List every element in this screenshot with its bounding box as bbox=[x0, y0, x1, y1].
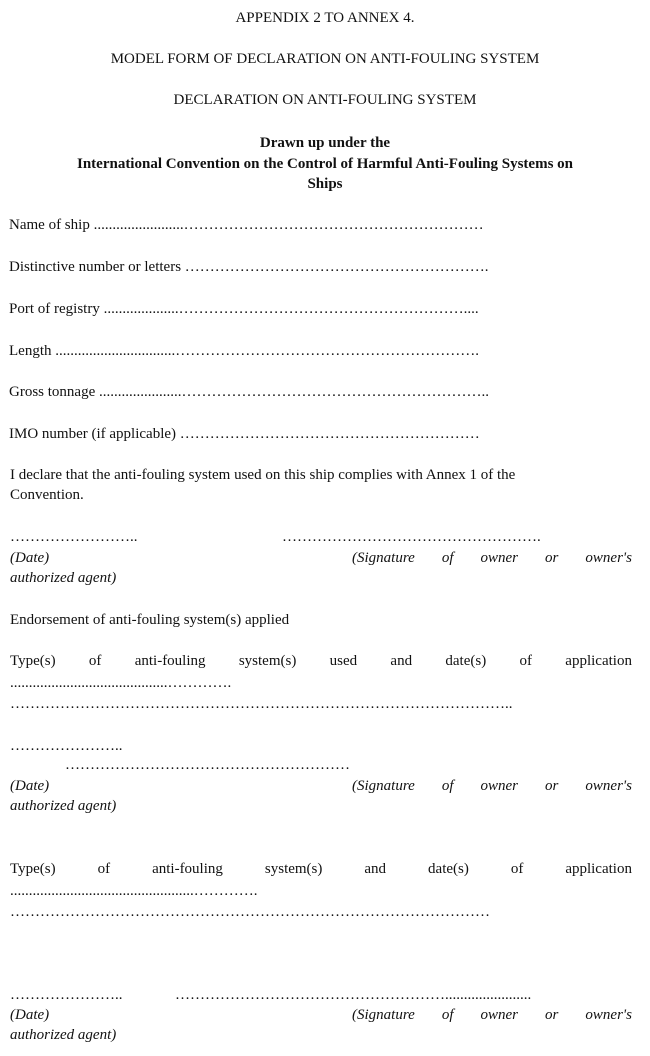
type-applied-field-1[interactable]: .................................................…………. bbox=[10, 883, 258, 899]
signature-label-word: owner's bbox=[585, 550, 632, 566]
port-of-registry-field[interactable]: Port of registry ....................………………………………………………….... bbox=[9, 301, 479, 317]
convention-heading-line1: International Convention on the Control of Harmful Anti-Fouling Systems on bbox=[76, 156, 573, 172]
type-word: used bbox=[329, 653, 358, 669]
type-word: date(s) bbox=[445, 653, 487, 669]
signature-label-word: owner's bbox=[585, 1007, 632, 1023]
signature-field-1[interactable]: ……………………………………………. bbox=[282, 529, 541, 545]
type-word: of bbox=[510, 861, 524, 877]
signature-field-3[interactable]: ………………………………………………....................... bbox=[175, 987, 532, 1003]
type-word: date(s) bbox=[428, 861, 469, 877]
declaration-statement-text: I declare that the anti-fouling system used on this ship complies with Annex 1 of the bbox=[10, 467, 516, 483]
signature-label-word: (Signature bbox=[352, 778, 415, 794]
type-word: system(s) bbox=[264, 861, 323, 877]
type-word: anti-fouling bbox=[134, 653, 206, 669]
date-field-1[interactable]: …………………….. bbox=[10, 529, 138, 545]
type-word: system(s) bbox=[238, 653, 297, 669]
endorsement-heading: Endorsement of anti-fouling system(s) applied bbox=[10, 612, 290, 628]
signature-label-word: (Signature bbox=[352, 1007, 415, 1023]
declaration-heading: DECLARATION ON ANTI-FOULING SYSTEM bbox=[173, 92, 477, 108]
signature-label-word: owner's bbox=[585, 778, 632, 794]
type-used-line bbox=[10, 652, 632, 670]
date-label-3: (Date) bbox=[10, 1007, 50, 1023]
signature-label-word: of bbox=[441, 778, 454, 794]
signature-label-word: of bbox=[441, 1007, 454, 1023]
type-word: Type(s) bbox=[10, 653, 56, 669]
type-word: of bbox=[97, 861, 111, 877]
signature-label-word: or bbox=[545, 778, 559, 794]
drawn-up-heading: Drawn up under the bbox=[259, 135, 391, 151]
type-word: Type(s) bbox=[10, 861, 56, 877]
date-label-2: (Date) bbox=[10, 778, 50, 794]
type-word: and bbox=[390, 653, 413, 669]
convention-heading-line2: Ships bbox=[307, 176, 343, 192]
signature-label-word: owner bbox=[480, 778, 519, 794]
name-of-ship-field[interactable]: Name of ship ........................…………………………………………………… bbox=[9, 217, 484, 233]
authorized-agent-label-2: authorized agent) bbox=[10, 798, 117, 814]
type-word: of bbox=[519, 653, 532, 669]
length-field[interactable]: Length ................................……………………………………………………. bbox=[9, 343, 479, 359]
imo-number-field[interactable]: IMO number (if applicable) …………………………………………………… bbox=[9, 426, 480, 442]
model-form-heading: MODEL FORM OF DECLARATION ON ANTI-FOULING SYSTEM bbox=[110, 51, 540, 67]
authorized-agent-label-3: authorized agent) bbox=[10, 1027, 117, 1043]
appendix-heading: APPENDIX 2 TO ANNEX 4. bbox=[235, 10, 415, 26]
signature-label-word: (Signature bbox=[352, 550, 415, 566]
signature-label-word: of bbox=[441, 550, 454, 566]
date-label-1: (Date) bbox=[10, 550, 50, 566]
signature-label-word: owner bbox=[480, 1007, 519, 1023]
gross-tonnage-field[interactable]: Gross tonnage ......................…………………………………………………….. bbox=[9, 384, 489, 400]
type-word: anti-fouling bbox=[152, 861, 223, 877]
date-field-3[interactable]: ………………….. bbox=[10, 987, 123, 1003]
signature-label-1 bbox=[352, 549, 632, 567]
authorized-agent-label-1: authorized agent) bbox=[10, 570, 117, 586]
type-word: of bbox=[88, 653, 102, 669]
declaration-statement-line2: Convention. bbox=[10, 487, 84, 503]
signature-label-3 bbox=[352, 1006, 632, 1024]
signature-label-word: or bbox=[545, 550, 559, 566]
signature-label-word: owner bbox=[480, 550, 519, 566]
type-applied-field-2[interactable]: …………………………………………………………………………………… bbox=[10, 904, 490, 920]
type-word: application bbox=[565, 861, 632, 877]
signature-field-2[interactable]: ………………………………………………… bbox=[65, 757, 350, 773]
type-used-field-2[interactable]: ……………………………………………………………………………………….. bbox=[10, 696, 513, 712]
signature-label-2 bbox=[352, 777, 632, 795]
distinctive-number-field[interactable]: Distinctive number or letters ……………………………………………………. bbox=[9, 259, 489, 275]
type-word: application bbox=[565, 653, 632, 669]
signature-label-word: or bbox=[545, 1007, 559, 1023]
type-applied-line bbox=[10, 860, 632, 878]
type-word: and bbox=[364, 861, 387, 877]
date-field-2[interactable]: ………………….. bbox=[10, 738, 123, 754]
type-used-field-1[interactable]: ..........................................…………. bbox=[10, 675, 232, 691]
declaration-statement-line1 bbox=[10, 466, 632, 484]
